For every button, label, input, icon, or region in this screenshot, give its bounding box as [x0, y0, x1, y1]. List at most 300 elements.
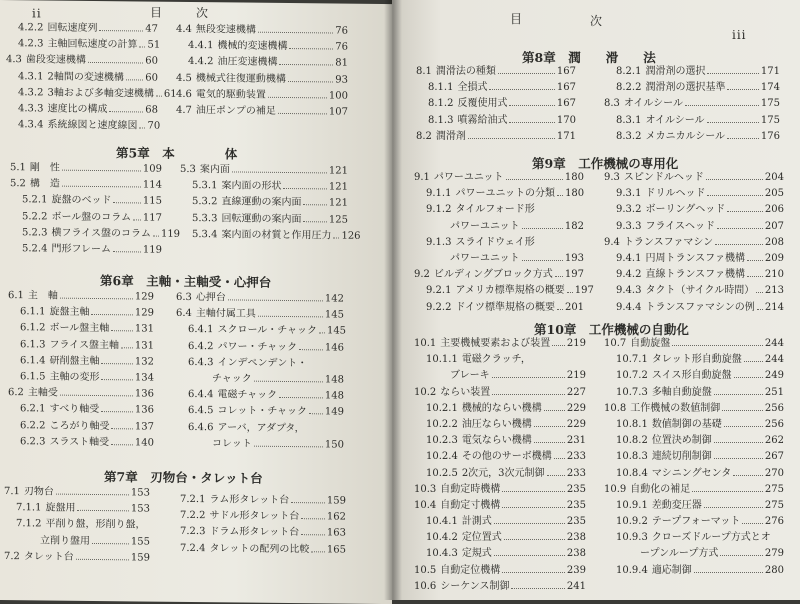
- leader-dots: [299, 349, 323, 350]
- page-number: 131: [134, 323, 154, 335]
- leader-dots: [547, 475, 565, 476]
- leader-dots: [707, 195, 762, 196]
- section-number: 10.9.1: [616, 499, 648, 511]
- leader-dots: [727, 138, 759, 139]
- section-number: 7.1: [4, 486, 20, 498]
- leader-dots: [139, 47, 145, 48]
- section-number: 6.4.2: [188, 340, 214, 352]
- section-title: 主軸の変形: [49, 371, 100, 383]
- section-number: 9.2: [414, 269, 430, 281]
- page-number: 76: [335, 25, 348, 37]
- section-title: 直線運動の案内面: [221, 196, 302, 209]
- section-title: タレット形自動旋盤: [651, 354, 742, 366]
- toc-entry: [10, 241, 162, 259]
- leader-dots: [734, 377, 763, 378]
- section-title: コレット・チャック: [217, 405, 308, 418]
- toc-entry: [176, 436, 344, 454]
- section-title: 自動定寸機構: [440, 499, 501, 511]
- page-number: 136: [134, 388, 154, 400]
- page-number: 275: [764, 499, 784, 511]
- section-number: 9.2.1: [426, 285, 452, 297]
- section-number: 10.8: [604, 402, 627, 414]
- section-number: 10.9.3: [616, 532, 648, 544]
- page-number: 134: [134, 372, 154, 384]
- section-title: 立削り盤用: [40, 534, 90, 547]
- page-number: 47: [145, 23, 158, 35]
- section-number: 10.7.1: [616, 354, 648, 366]
- page-number: 115: [142, 195, 162, 208]
- toc-entry: [176, 355, 344, 373]
- section-title: 潤滑剤の選択基準: [645, 82, 726, 94]
- toc-entry: [416, 129, 576, 145]
- toc-col: [416, 64, 576, 145]
- leader-dots: [278, 113, 327, 115]
- section-title: 噴霧給油式: [457, 114, 508, 126]
- section-title: ブレーキ: [450, 370, 490, 382]
- page-number: 145: [326, 325, 347, 337]
- page-number: 100: [328, 90, 348, 102]
- leader-dots: [522, 260, 563, 261]
- section-number: 5.3.1: [192, 180, 218, 192]
- section-title: 機械的ならい機構: [461, 402, 542, 414]
- page-number: 153: [130, 487, 150, 499]
- section-number: 10.9: [604, 483, 627, 495]
- leader-dots: [504, 539, 565, 540]
- section-title: 自動旋盤: [630, 338, 671, 349]
- toc-entry: [414, 563, 586, 579]
- section-title: 回転速度列: [47, 22, 98, 35]
- toc-entry: [414, 235, 584, 251]
- left-page: [0, 0, 392, 604]
- section-number: 4.3.3: [18, 103, 44, 115]
- leader-dots: [706, 179, 763, 180]
- section-title: オイルシール: [645, 114, 705, 126]
- page-number: 119: [160, 228, 181, 240]
- toc-entry: [414, 219, 584, 235]
- page-number: 76: [335, 41, 348, 53]
- toc-entry: [8, 401, 154, 419]
- toc-entry: [604, 300, 784, 316]
- leader-dots: [254, 381, 323, 383]
- page-number: 68: [145, 104, 158, 116]
- section-number: 10.5: [414, 564, 437, 576]
- leader-dots: [554, 458, 565, 459]
- toc-entry: [414, 466, 586, 482]
- toc-entry: [176, 371, 344, 389]
- section-number: 6.2.1: [20, 403, 46, 415]
- section-number: 5.2.3: [22, 226, 48, 239]
- toc-entry: [8, 320, 154, 338]
- section-title: シーケンス制御: [440, 580, 510, 592]
- toc-entry: [6, 85, 177, 103]
- section-number: 5.3.2: [192, 196, 218, 208]
- leader-dots: [492, 394, 565, 395]
- page-number: 126: [341, 230, 361, 242]
- leader-dots: [101, 411, 133, 412]
- leader-dots: [714, 458, 763, 459]
- section-number: 9.3.1: [616, 188, 642, 200]
- page-number: 256: [764, 418, 784, 430]
- section-number: 9.1.2: [426, 204, 452, 216]
- toc-entry: [4, 516, 150, 534]
- page-number: 81: [335, 57, 348, 70]
- section-number: 8.1.2: [428, 98, 454, 110]
- leader-dots: [704, 507, 763, 508]
- leader-dots: [111, 444, 133, 445]
- section-title: 電気的駆動装置: [195, 88, 266, 101]
- toc-entry: [176, 54, 348, 72]
- section-number: 4.3.4: [18, 119, 44, 131]
- section-number: 10.8.2: [616, 435, 648, 447]
- section-number: 10.4.3: [426, 548, 458, 560]
- section-title: 潤滑法の種類: [435, 66, 496, 77]
- leader-dots: [279, 64, 333, 66]
- section-title: マシニングセンタ: [651, 467, 732, 479]
- section-title: パワーユニット: [450, 220, 520, 232]
- page-number: 129: [134, 291, 154, 303]
- section-title: トランスファマシンの例: [645, 301, 755, 313]
- page-number: 132: [134, 356, 154, 368]
- section-title: タレットの配列の比較: [209, 542, 310, 555]
- section-number: 5.3.4: [192, 228, 218, 241]
- toc-entry: [414, 352, 586, 368]
- section-number: 7.2: [4, 550, 20, 562]
- leader-dots: [707, 122, 759, 123]
- page-number: 148: [324, 374, 344, 386]
- toc-col: [180, 162, 361, 245]
- section-number: 4.4.2: [188, 56, 214, 68]
- leader-dots: [60, 298, 133, 300]
- leader-dots: [101, 363, 132, 364]
- page-number: 121: [328, 181, 348, 193]
- toc-col: [10, 160, 181, 259]
- toc-entry: [414, 433, 586, 449]
- toc-entry: [10, 160, 162, 178]
- toc-entry: [414, 202, 584, 218]
- toc-entry: [10, 176, 162, 194]
- section-title: 工作機械の数値制御: [630, 402, 721, 414]
- section-title: 歯段変速機構: [25, 54, 86, 67]
- section-title: オイルシール: [623, 98, 683, 110]
- section-title: 主軸付属工具: [195, 308, 256, 320]
- page-number: 60: [145, 55, 158, 68]
- toc-entry: [8, 337, 154, 355]
- leader-dots: [502, 491, 565, 492]
- section-number: 10.9.4: [616, 564, 648, 576]
- leader-dots: [685, 105, 759, 106]
- toc-entry: [604, 251, 784, 267]
- section-number: 9.2.2: [426, 301, 452, 313]
- section-title: 電気ならい機構: [461, 435, 532, 447]
- toc-entry: [10, 192, 162, 210]
- toc-entry: [604, 113, 780, 129]
- section-number: 10.8.4: [616, 467, 648, 479]
- leader-dots: [268, 97, 327, 99]
- section-title: アメリカ標準規格の概要: [455, 285, 565, 297]
- leader-dots: [62, 170, 141, 172]
- section-title: パワーユニット: [450, 252, 520, 264]
- section-number: 4.3.1: [18, 70, 44, 83]
- section-number: 6.1.5: [20, 371, 46, 383]
- toc-entry: [604, 219, 784, 235]
- toc-entry: [180, 162, 348, 180]
- toc-entry: [4, 484, 150, 502]
- leader-dots: [522, 228, 563, 229]
- page-number: 207: [764, 220, 784, 232]
- leader-dots: [557, 309, 563, 310]
- section-title: 主軸受: [27, 387, 58, 399]
- section-number: 10.4: [414, 499, 437, 511]
- section-title: ならい装置: [440, 386, 491, 398]
- page-number: 93: [335, 74, 348, 86]
- toc-entry: [604, 170, 784, 186]
- toc-entry: [414, 530, 586, 546]
- page-number: 213: [764, 285, 784, 297]
- toc-entry: [6, 52, 158, 70]
- toc-entry: [180, 194, 348, 212]
- toc-entry: [168, 524, 346, 542]
- section-number: 4.7: [176, 104, 192, 116]
- chapter-6-title: 第6章 主軸・主軸受・心押台: [100, 273, 272, 290]
- section-number: 10.2.5: [426, 467, 458, 479]
- section-title: ボール盤のコラム: [51, 211, 132, 223]
- page-number: 175: [760, 114, 780, 126]
- toc-entry: [604, 64, 780, 80]
- page-number: 60: [145, 72, 158, 84]
- toc-entry: [168, 540, 346, 558]
- section-number: 4.2.3: [18, 38, 44, 50]
- section-number: 9.4.4: [616, 301, 642, 313]
- toc-entry: [414, 336, 586, 352]
- page-number: 150: [324, 439, 344, 451]
- toc-col: [414, 170, 594, 316]
- toc-entry: [414, 514, 586, 530]
- section-title: 機械的変速機構: [217, 40, 288, 53]
- section-number: 8.1.3: [428, 114, 454, 126]
- leader-dots: [567, 292, 573, 293]
- section-number: 4.4.1: [188, 40, 214, 52]
- page-number: 244: [764, 338, 784, 349]
- leader-dots: [742, 523, 762, 524]
- section-number: 4.3: [6, 54, 22, 66]
- section-title: 油圧変速機構: [217, 56, 278, 69]
- toc-entry: [604, 385, 784, 401]
- toc-entry: [414, 186, 584, 202]
- section-number: 5.2: [10, 178, 26, 190]
- section-number: 7.1.1: [16, 502, 42, 514]
- section-number: 10.2.3: [426, 435, 458, 447]
- toc-entry: [176, 306, 344, 324]
- page-number: 256: [764, 402, 784, 414]
- page-number: 165: [326, 543, 346, 556]
- left-page-number: ii: [32, 6, 42, 21]
- toc-entry: [180, 227, 361, 245]
- leader-dots: [101, 379, 132, 380]
- leader-dots: [692, 491, 763, 492]
- toc-entry: [180, 178, 348, 196]
- toc-entry: [604, 401, 784, 417]
- section-title: すべり軸受: [49, 403, 100, 416]
- page-number: 180: [564, 172, 584, 183]
- leader-dots: [506, 179, 563, 180]
- page-number: 119: [142, 244, 162, 256]
- section-number: 8.2.1: [616, 66, 642, 77]
- toc-entry: [414, 417, 586, 433]
- page-number: 162: [326, 511, 346, 523]
- toc-entry: [414, 498, 586, 514]
- toc-entry: [8, 369, 154, 387]
- toc-col: [414, 336, 586, 595]
- section-number: 5.3.3: [192, 212, 218, 224]
- leader-dots: [714, 442, 763, 443]
- leader-dots: [552, 345, 565, 346]
- page-number: 159: [326, 495, 346, 507]
- page-number: 239: [566, 564, 586, 576]
- leader-dots: [289, 48, 333, 49]
- page-number: 70: [147, 120, 161, 132]
- toc-col: [4, 484, 150, 566]
- leader-dots: [694, 572, 763, 573]
- page-number: 233: [566, 467, 586, 479]
- section-title: タイルフォード形: [455, 204, 535, 216]
- section-number: 8.3.1: [616, 114, 642, 126]
- leader-dots: [99, 30, 143, 31]
- page-number: 137: [134, 420, 154, 433]
- leader-dots: [707, 73, 758, 74]
- leader-dots: [717, 228, 763, 229]
- leader-dots: [111, 428, 132, 429]
- section-title: 2軸間の変速機構: [47, 71, 124, 83]
- page-number: 153: [130, 503, 150, 515]
- section-title: トランスファマシン: [623, 236, 714, 248]
- toc-entry: [4, 500, 150, 518]
- toc-entry: [416, 96, 576, 112]
- page-number: 201: [564, 301, 585, 313]
- section-title: 主 軸: [27, 290, 58, 302]
- toc-entry: [604, 433, 784, 449]
- section-title: メカニカルシール: [645, 130, 726, 142]
- section-number: 9.4: [604, 236, 620, 248]
- leader-dots: [156, 95, 162, 96]
- section-number: 9.3.2: [616, 204, 642, 216]
- toc-entry: [604, 482, 784, 498]
- leader-dots: [88, 62, 143, 64]
- page-number: 117: [142, 212, 162, 224]
- section-number: 6.1.1: [20, 306, 46, 318]
- leader-dots: [468, 138, 555, 139]
- page-number: 171: [556, 130, 576, 142]
- section-number: 9.3.3: [616, 220, 642, 232]
- section-title: 平削り盤，形削り盤，: [45, 518, 146, 531]
- section-title: 油圧ならい機構: [461, 418, 532, 430]
- page-number: 163: [326, 527, 346, 539]
- toc-entry: [8, 288, 154, 306]
- chapter-7-title: 第7章 刃物台・タレット台: [104, 469, 263, 486]
- leader-dots: [126, 79, 143, 80]
- toc-entry: [414, 385, 586, 401]
- leader-dots: [113, 251, 141, 252]
- section-number: 10.8.1: [616, 418, 648, 430]
- leader-dots: [492, 377, 565, 378]
- page-number: 121: [328, 197, 348, 210]
- page-number: 231: [566, 435, 586, 447]
- leader-dots: [303, 205, 326, 206]
- section-title: スライドウェイ形: [455, 236, 535, 248]
- leader-dots: [557, 195, 563, 196]
- leader-dots: [288, 81, 333, 82]
- leader-dots: [139, 128, 145, 129]
- chapter-9-title: 第9章 工作機械の専用化: [532, 156, 679, 171]
- leader-dots: [258, 32, 333, 34]
- page-number: 241: [566, 580, 586, 592]
- page-number: 167: [556, 98, 576, 110]
- toc-entry: [414, 251, 584, 267]
- toc-entry: [176, 38, 348, 56]
- toc-entry: [604, 546, 784, 562]
- toc-col: [8, 288, 154, 451]
- toc-entry: [414, 579, 586, 595]
- section-number: 10.9.2: [616, 516, 648, 528]
- leader-dots: [92, 543, 129, 544]
- page-number: 208: [764, 236, 784, 248]
- section-number: 6.1.3: [20, 338, 46, 351]
- section-title: スクロール・チャック: [217, 324, 317, 337]
- section-number: 9.4.3: [616, 285, 642, 297]
- section-title: 心押台: [195, 292, 226, 304]
- section-number: 6.1.4: [20, 354, 46, 367]
- toc-entry: [176, 338, 344, 356]
- section-title: 潤滑剤: [435, 130, 466, 142]
- section-number: 4.2.2: [18, 22, 44, 34]
- page-number: 219: [566, 338, 586, 349]
- page-number: 197: [564, 269, 584, 281]
- toc-entry: [176, 322, 347, 340]
- leader-dots: [756, 292, 763, 293]
- page-number: 205: [764, 188, 784, 200]
- toc-entry: [6, 20, 158, 38]
- section-title: 多軸自動旋盤: [651, 386, 712, 398]
- page-number: 214: [764, 301, 784, 313]
- page-number: 145: [324, 309, 344, 321]
- section-number: 9.1.1: [426, 188, 452, 200]
- section-title: 旋盤のベッド: [51, 194, 112, 207]
- toc-entry: [414, 283, 594, 299]
- leader-dots: [60, 395, 133, 397]
- leader-dots: [258, 316, 323, 318]
- toc-entry: [604, 235, 784, 251]
- toc-entry: [176, 103, 348, 121]
- section-title: 主軸回転速度の計算: [47, 38, 138, 51]
- toc-entry: [6, 117, 161, 135]
- section-title: 計測式: [461, 516, 492, 528]
- page-number: 142: [324, 293, 344, 305]
- leader-dots: [502, 507, 565, 508]
- section-number: 6.1: [8, 290, 24, 302]
- section-number: 5.2.1: [22, 194, 48, 206]
- section-title: 適応制御: [651, 564, 692, 576]
- leader-dots: [153, 235, 159, 236]
- section-number: 10.4.2: [426, 532, 458, 544]
- section-number: 10.8.3: [616, 451, 648, 463]
- toc-entry: [180, 210, 348, 228]
- leader-dots: [303, 221, 326, 222]
- section-title: 研削盤主軸: [49, 355, 100, 367]
- page-number: 159: [130, 552, 150, 564]
- toc-entry: [604, 352, 784, 368]
- leader-dots: [111, 331, 133, 332]
- section-title: 潤滑剤の選択: [645, 66, 706, 77]
- toc-entry: [414, 170, 584, 186]
